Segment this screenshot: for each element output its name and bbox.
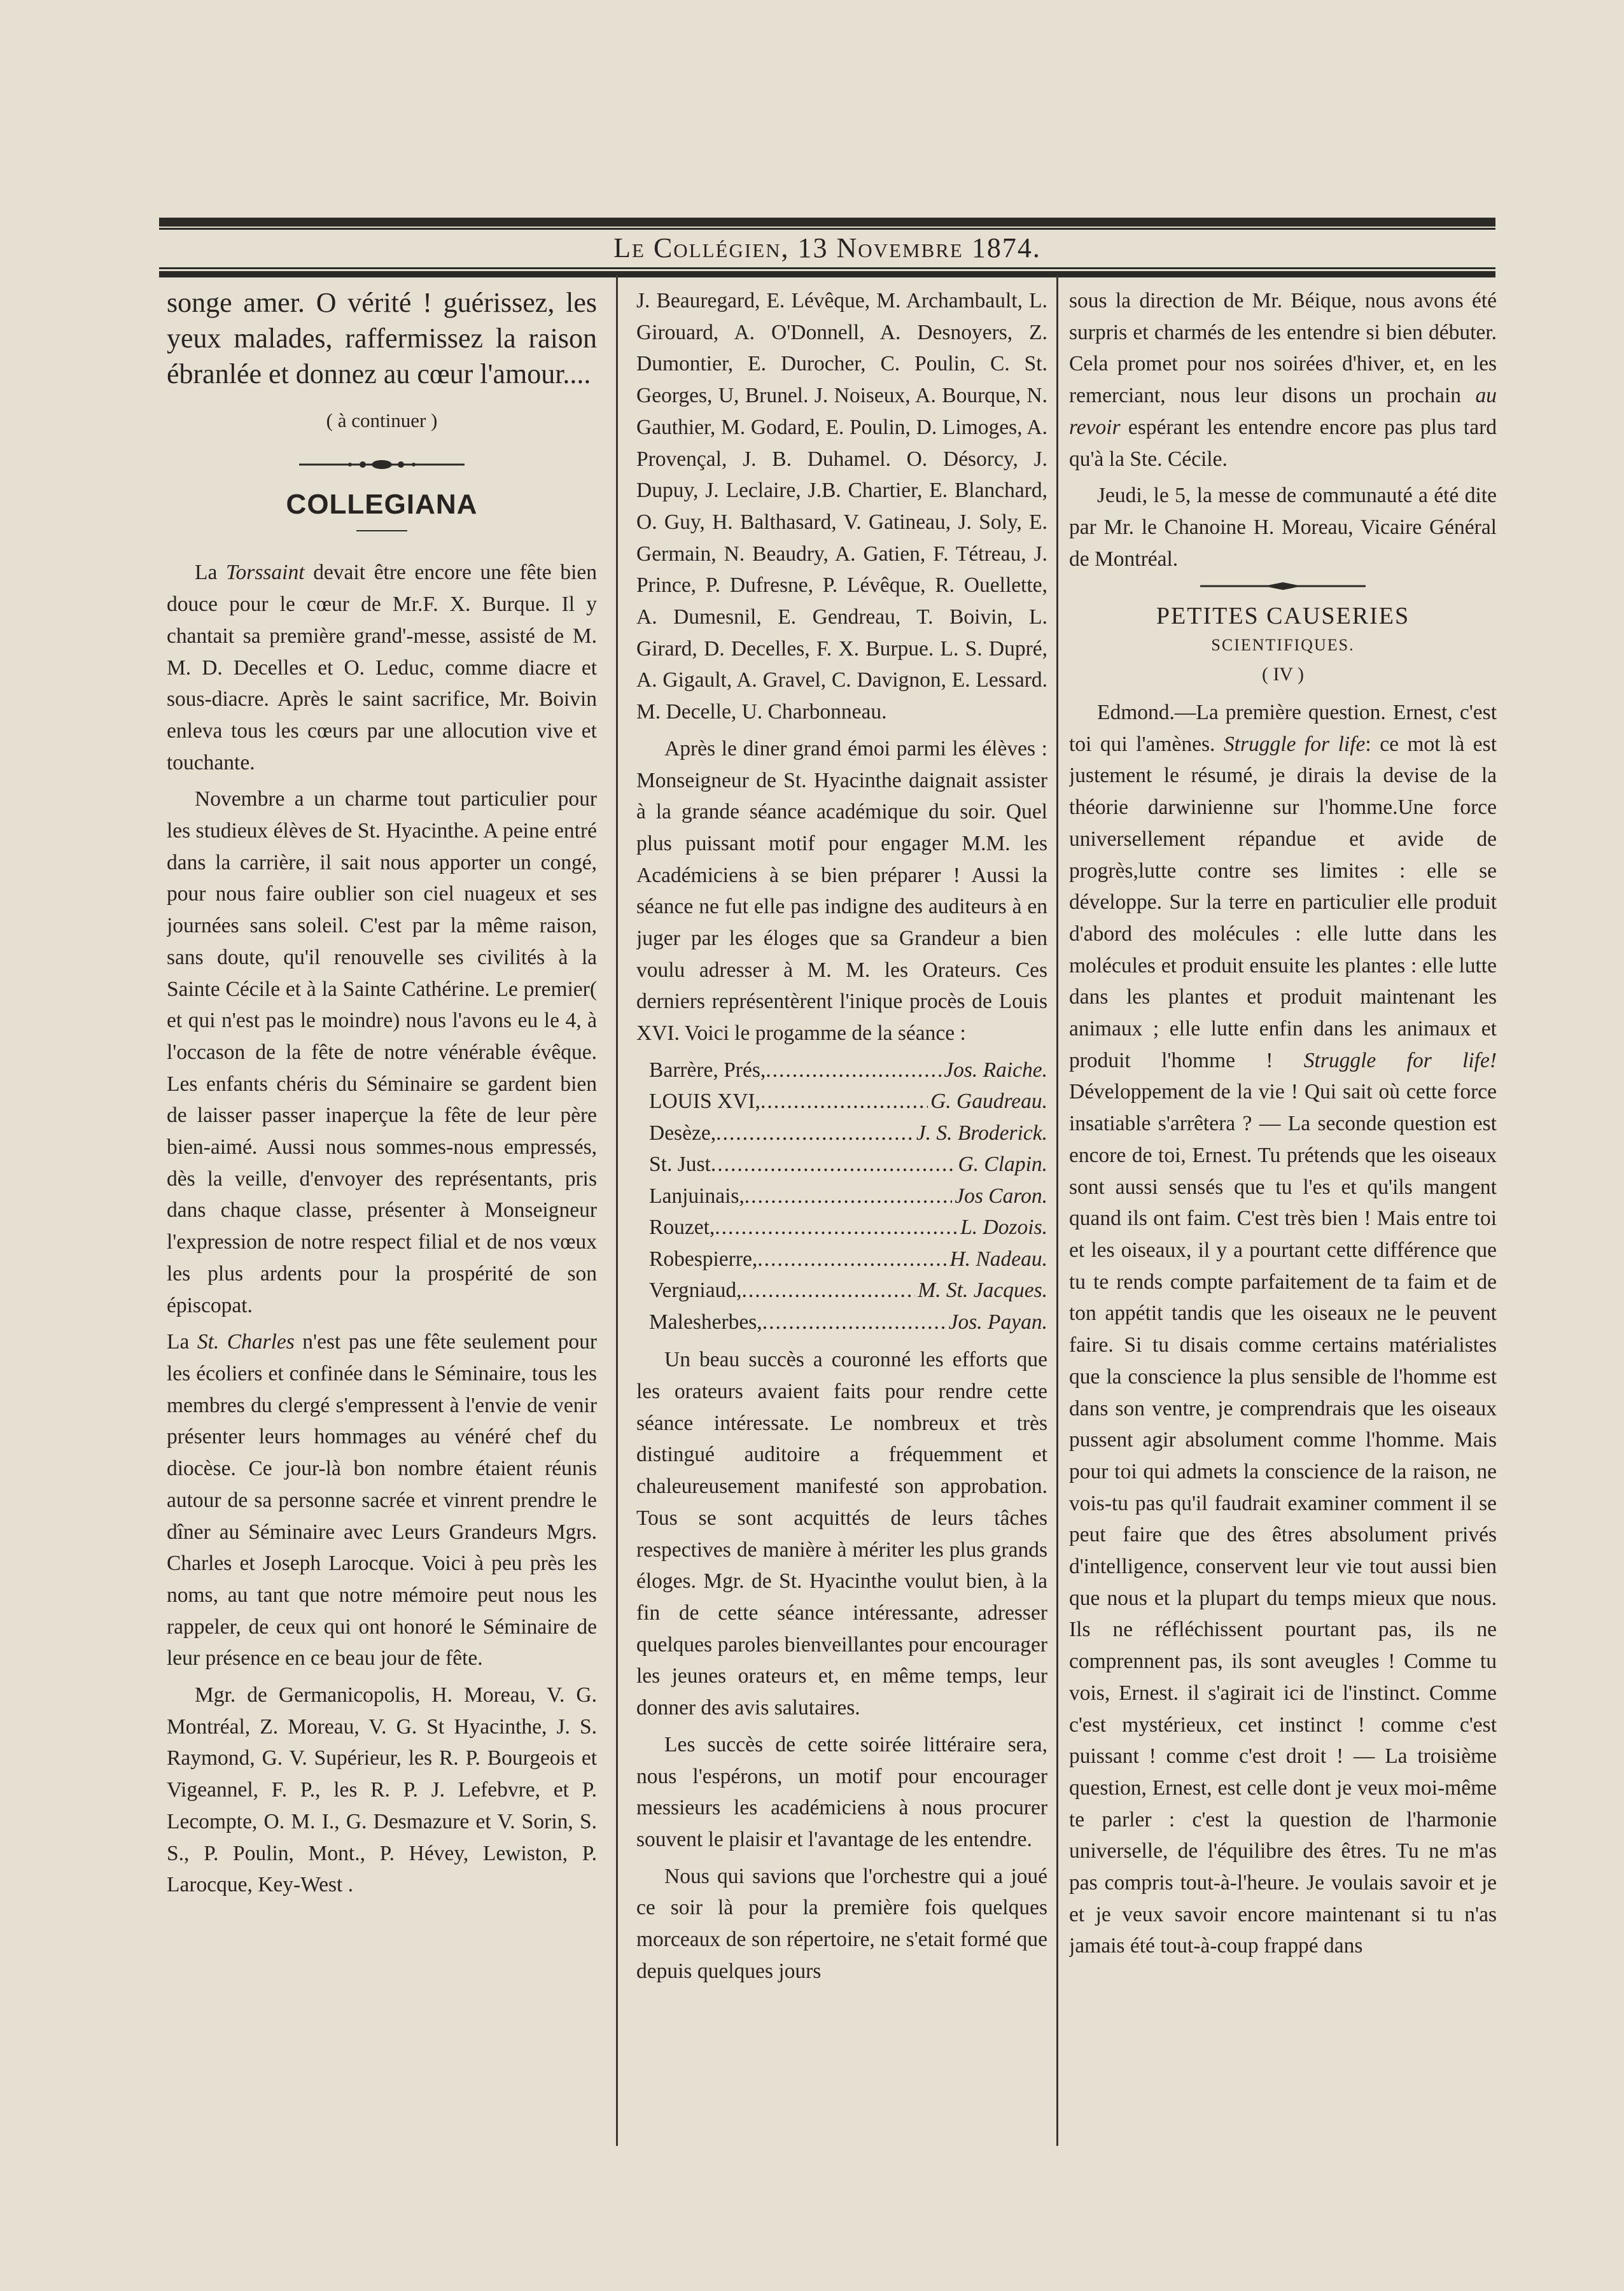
program-list [649, 1054, 1047, 1338]
column-divider-1 [616, 275, 618, 2146]
section-title: COLLEGIANA [286, 488, 478, 520]
program-item: Lanjuinais, ..... Jos Caron. [649, 1181, 1047, 1212]
ornament-divider-icon [1200, 581, 1366, 591]
paragraph-novembre: Novembre a un charme tout particulier pour les studieux élèves de St. Hyacinthe. A peine entré dans la carrière, il sait nous apporter un congé, pour nous faire oublier son ciel nuageux et ses journées sans soleil. C'est par la même raison, sans doute, qu'il renouvelle ses civilités à la Sainte Cécile et à la Sainte Cathérine. Le premier( et qui n'est pas le moindre) nous l'avons eu le 4, à l'occason de la fête de notre vénérable évêque. Les enfants chéris du Séminaire se gardent bien de laisser passer inaperçue la fête de leur père bien-aimé. Aussi nous sommes-nous empressés, dès la veille, d'envoyer des représentants, pris dans chaque classe, présenter à Monseigneur l'expression de notre respect filial et de nos vœux les plus ardents pour la prospérité de son épiscopat. [167, 787, 597, 1317]
program-item: Barrère, Prés, ..... Jos. Raiche. [649, 1054, 1047, 1086]
paragraph-succes: Un beau succès a couronné les efforts que les orateurs avaient faits pour rendre cette séance intéressate. Le nombreux et très distingué auditoire a fréquemment et chaleureusement manifesté son approbation. Tous se sont acquittés de leurs tâches respectives de manière à mériter les plus grands éloges. Mgr. de St. Hyacinthe voulut bien, à la fin de cette séance intéressante, adresser quelques paroles bienveillantes pour encourager les jeunes orateurs et, en même temps, leur donner des avis salutaires. [636, 1348, 1047, 1720]
continued-note: ( à continuer ) [326, 409, 438, 431]
header-bottom-thin-rule [159, 267, 1495, 269]
program-item: LOUIS XVI, ..... G. Gaudreau. [649, 1086, 1047, 1117]
paragraph-messe: Jeudi, le 5, la messe de communauté a été dite par Mr. le Chanoine H. Moreau, Vicaire Général de Montréal. [1069, 484, 1497, 571]
paragraph-toussaint: La Torssaint devait être encore une fête bien douce pour le cœur de Mr.F. X. Burque. Il y chantait sa première grand'-messe, assisté de M. M. D. Decelles et O. Leduc, comme diacre et sous-diacre. Après le saint sacrifice, Mr. Boivin enleva tous les cœurs par une allocution vive et touchante. [167, 561, 597, 774]
title-underline [356, 530, 407, 531]
opening-text: songe amer. O vérité ! guérissez, les yeux malades, raffermissez la raison ébranlée et donnez au cœur l'amour.... [167, 287, 597, 389]
causeries-title: PETITES CAUSERIES [1156, 603, 1410, 630]
paragraph-seance: Après le diner grand émoi parmi les élèves : Monseigneur de St. Hyacinthe daignait assister à la grande séance académique du soir. Quel plus puissant motif pour engager M.M. les Académiciens à se bien préparer ! Aussi la séance ne fut elle pas indigne des auditeurs à en juger par les éloges que sa Grandeur a bien voulu adresser à M. M. les Orateurs. Ces derniers représentèrent l'inique procès de Louis XVI. Voici le progamme de la séance : [636, 736, 1047, 1046]
program-item: Vergniaud, ..... M. St. Jacques. [649, 1275, 1047, 1307]
paragraph-orchestre: Nous qui savions que l'orchestre qui a joué ce soir là pour la première fois quelques morceaux de son répertoire, ne s'etait formé que depuis quelques jours [636, 1864, 1047, 1983]
paragraph-student-names: J. Beauregard, E. Lévêque, M. Archambault, L. Girouard, A. O'Donnell, A. Desnoyers, Z. Dumontier, E. Durocher, C. Poulin, C. St. Georges, U, Brunel. J. Noiseux, A. Bourque, N. Gauthier, M. Godard, E. Poulin, D. Limoges, A. Provençal, J. B. Duhamel. O. Désorcy, J. Dupuy, J. Leclaire, J.B. Chartier, E. Blanchard, O. Guy, H. Balthasard, V. Gatineau, J. Soly, E. Germain, N. Beaudry, A. Gatien, F. Tétreau, J. Prince, P. Dufresne, P. Lévêque, R. Ouellette, A. Dumesnil, E. Gendreau, T. Boivin, L. Girard, D. Decelles, F. X. Burpue. L. S. Dupré, A. Gigault, A. Gravel, C. Davignon, E. Lessard. M. Decelle, U. Charbonneau. [636, 289, 1047, 724]
column-divider-2 [1056, 275, 1058, 2146]
header-top-thin-rule [159, 228, 1495, 230]
program-item: Robespierre, ..... H. Nadeau. [649, 1244, 1047, 1275]
program-item: Desèze, ..... J. S. Broderick. [649, 1117, 1047, 1149]
paragraph-guests: Mgr. de Germanicopolis, H. Moreau, V. G. Montréal, Z. Moreau, V. G. St Hyacinthe, J. S. Raymond, G. V. Supérieur, les R. P. Bourgeois et Vigeannel, F. P., les R. P. J. Lefebvre, et P. Lecompte, O. M. I., G. Desmazure et V. Sorin, S. S., P. Poulin, Mont., P. Hévey, Lewiston, P. Larocque, Key-West . [167, 1683, 597, 1897]
causeries-number: ( IV ) [1261, 664, 1305, 685]
header-top-rule [159, 218, 1495, 227]
column-1 [167, 285, 597, 2169]
paragraph-soiree: Les succès de cette soirée littéraire sera, nous l'espérons, un motif pour encourager messieurs les académiciens à nous procurer souvent le plaisir et l'avantage de les entendre. [636, 1732, 1047, 1851]
paragraph-st-charles: La St. Charles n'est pas une fête seulement pour les écoliers et confinée dans le Séminaire, tous les membres du clergé s'empressent à l'envie de venir présenter leurs hommages au vénéré chef du diocèse. Ce jour-là bon nombre étaient réunis autour de sa personne sacrée et vinrent prendre le dîner au Séminaire avec Leurs Grandeurs Mgrs. Charles et Joseph Larocque. Voici à peu près les noms, au tant que notre mémoire peut nous les rappeler, de ceux qui ont honoré le Séminaire de leur présence en ce beau jour de fête. [167, 1330, 597, 1671]
column-3 [1069, 285, 1497, 2169]
program-item: Malesherbes, ..... Jos. Payan. [649, 1307, 1047, 1338]
paragraph-orchestre-cont: sous la direction de Mr. Béique, nous avons été surpris et charmés de les entendre si bien débuter. Cela promet pour nos soirées d'hiver, et, en les remerciant, nous leur disons un prochain au revoir espérant les entendre encore pas plus tard qu'à la Ste. Cécile. [1069, 289, 1497, 471]
causeries-subtitle: SCIENTIFIQUES. [1211, 636, 1355, 655]
program-item: Rouzet, ..... L. Dozois. [649, 1212, 1047, 1244]
column-2 [636, 285, 1047, 2169]
ornament-divider-icon [299, 459, 465, 470]
header-bottom-rule [159, 271, 1495, 277]
program-item: St. Just ..... G. Clapin. [649, 1149, 1047, 1181]
masthead: Le Collégien, 13 Novembre 1874. [613, 232, 1041, 263]
paragraph-dialogue: Edmond.—La première question. Ernest, c'est toi qui l'amènes. Struggle for life: ce mot là est justement le résumé, je dirais la devise de la théorie darwinienne sur l'homme.Une force universellement répandue et avide de progrès,lutte contre ses limites : elle se développe. Sur la terre en particulier elle produit d'abord des molécules : elle lutte dans les molécules et produit ensuite les plantes : elle lutte dans les plantes et produit maintenant les animaux ; elle lutte enfin dans les animaux et produit l'homme ! Struggle for life! Développement de la vie ! Qui sait où cette force insatiable s'arrêtera ? — La seconde question est encore de toi, Ernest. Tu prétends que les oiseaux sont aussi sensés que tu l'es et qu'ils mangent quand ils ont faim. C'est très bien ! Mais entre toi et les oiseaux, il y a pourtant cette différence que tu te rends compte parfaitement de ta faim et de ton appétit tandis que les oiseaux ne le peuvent faire. Si tu disais comme certains matérialistes que la conscience la plus sensible de l'homme est dans son ventre, je comprendrais que les oiseaux pussent agir absolument comme l'homme. Mais pour toi qui admets la conscience de la raison, ne vois-tu pas qu'il faudrait examiner comment il se peut faire que des êtres absolument privés d'intelligence, conservent leur vie tout aussi bien que nous et la plupart du temps mieux que nous. Ils ne réfléchissent pourtant pas, ils ne comprennent pas, ils sont aveugles ! Comme tu vois, Ernest. il s'agirait ici de l'instinct. Comme c'est mystérieux, cet instinct ! comme c'est puissant ! comme c'est droit ! — La troisième question, Ernest, est celle dont je veux moi-même te parler : c'est la question de l'harmonie universelle, de l'équilibre des êtres. Tu ne m'as pas compris tout-à-l'heure. Je voulais savoir et je et je veux savoir encore maintenant si tu n'as jamais été tout-à-coup frappé dans [1069, 701, 1497, 1958]
